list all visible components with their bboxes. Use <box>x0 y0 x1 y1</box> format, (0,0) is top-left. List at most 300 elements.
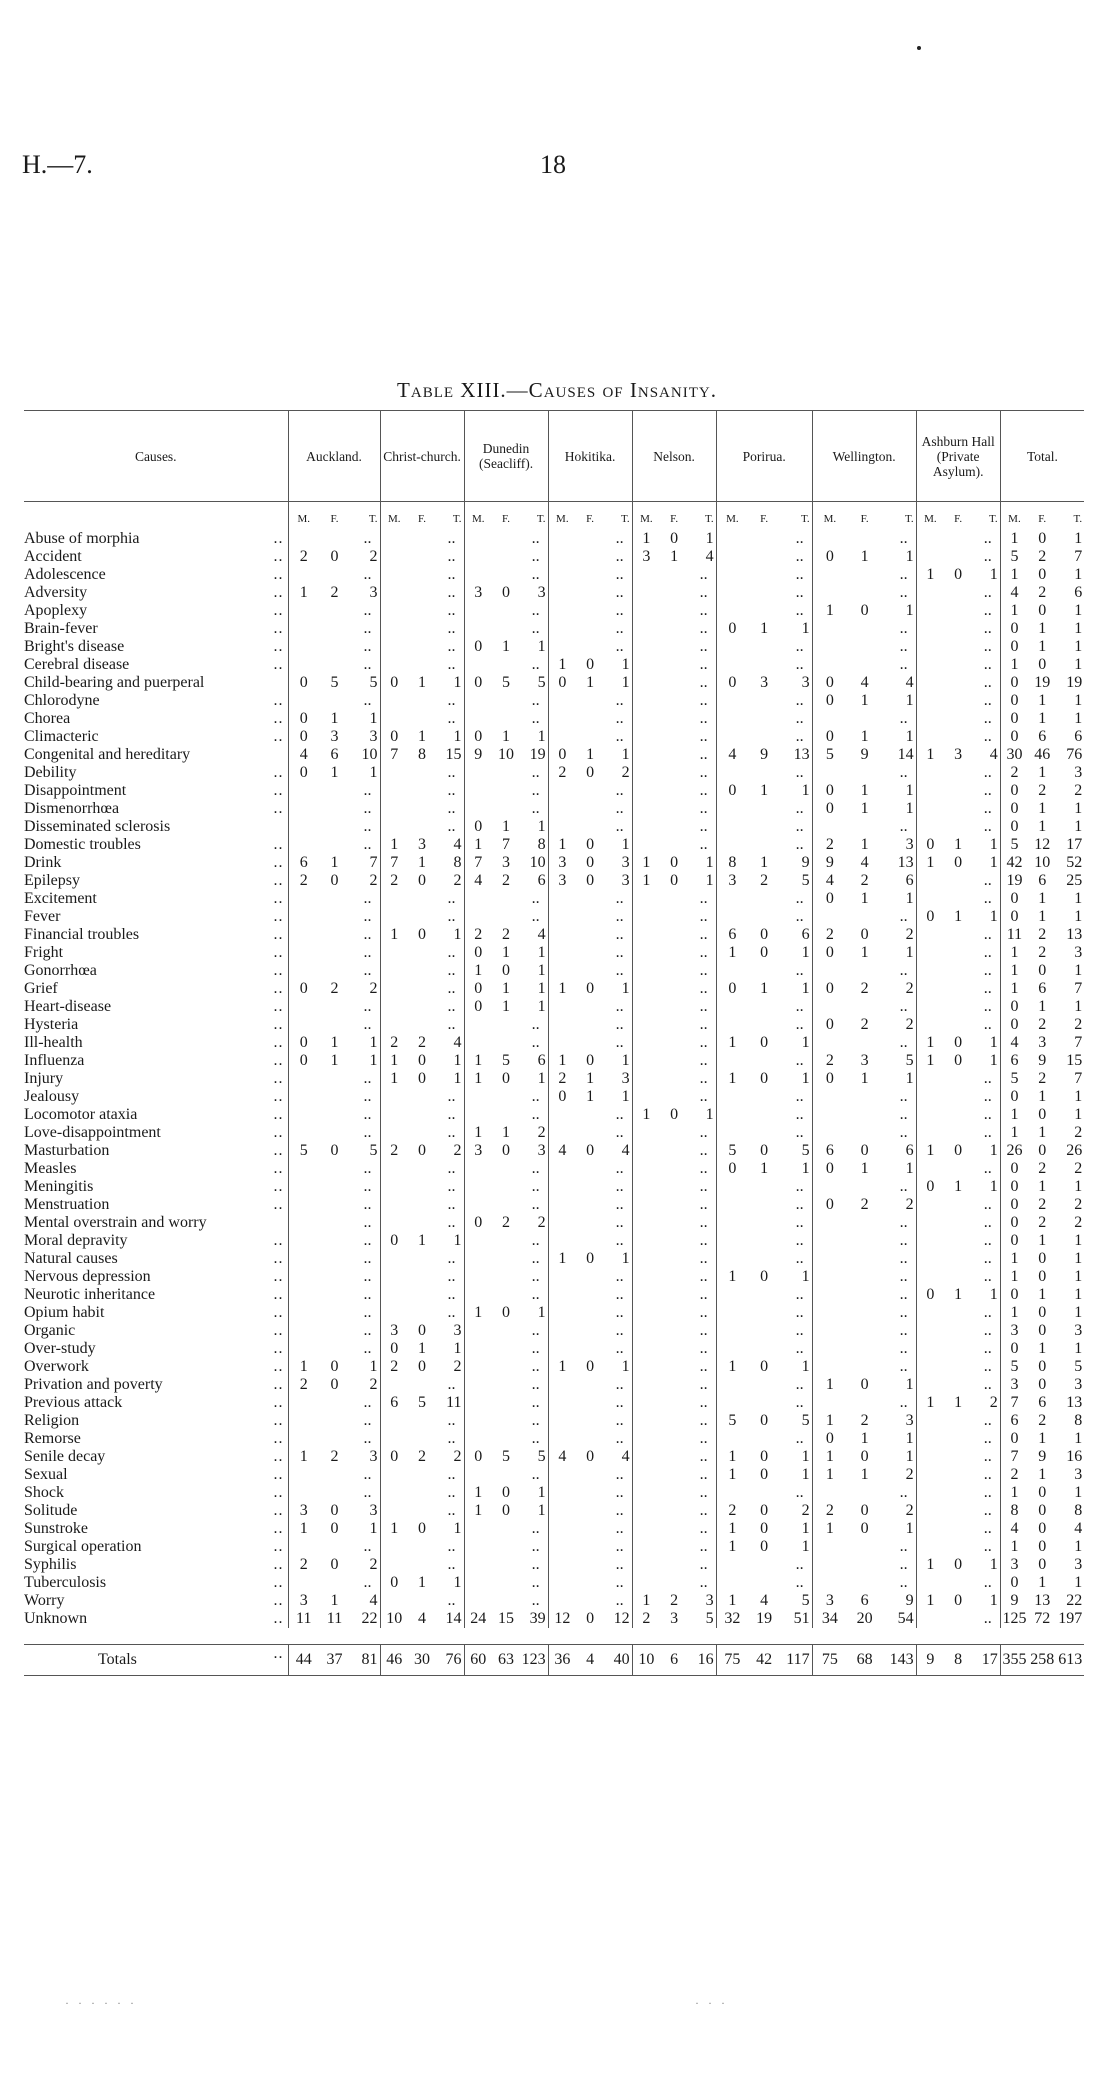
cause-label <box>24 674 288 692</box>
cause-label <box>24 602 288 620</box>
cell-male: 1 <box>916 1556 944 1574</box>
cause-label <box>24 1466 288 1484</box>
empty-cell-leader: .. <box>632 998 716 1016</box>
leader-dots: .. <box>273 1412 284 1429</box>
empty-cell-leader: .. <box>916 1304 1000 1322</box>
empty-cell-leader: .. <box>916 1106 1000 1124</box>
cell-female: 0 <box>502 1142 511 1159</box>
cell-female: 1 <box>1038 890 1047 907</box>
cell-male: 7 <box>1000 1394 1028 1412</box>
cell-total: 1 <box>801 1448 810 1465</box>
leader-dots: .. <box>273 656 284 673</box>
cell-total: 6 <box>1074 728 1083 745</box>
cell-total: 3 <box>1074 944 1083 961</box>
cell-total: 76 <box>1066 746 1083 763</box>
empty-cell-leader: .. <box>812 638 916 656</box>
cell-total: 5 <box>705 1610 714 1627</box>
cell-male: 6 <box>380 1394 408 1412</box>
cell-male: 30 <box>1000 746 1028 764</box>
cell-female: 3 <box>954 746 963 763</box>
empty-cell-leader: .. <box>632 674 716 692</box>
empty-cell-leader: .. <box>812 1304 916 1322</box>
cell-female: 5 <box>502 674 511 691</box>
cell-total: 6 <box>537 872 546 889</box>
leader-dots: .. <box>273 1502 284 1519</box>
cell-male: 0 <box>288 764 319 782</box>
leader-dots: .. <box>273 602 284 619</box>
cause-label <box>24 1340 288 1358</box>
leader-dots: .. <box>273 530 284 547</box>
cell-female: 1 <box>860 1466 869 1483</box>
cell-female: 2 <box>1038 548 1047 565</box>
cell-female: 0 <box>760 1034 769 1051</box>
empty-cell-leader: .. <box>632 1286 716 1304</box>
leader-dots: .. <box>273 620 284 637</box>
empty-cell-leader: .. <box>916 1502 1000 1520</box>
empty-cell-leader: .. <box>288 1466 380 1484</box>
cause-text: Jealousy <box>24 1088 80 1105</box>
cell-male: 0 <box>812 782 847 800</box>
cause-text: Chorea <box>24 710 71 727</box>
cell-female: 0 <box>1038 1358 1047 1375</box>
cell-male: 0 <box>812 692 847 710</box>
cell-female: 2 <box>860 980 869 997</box>
empty-cell-leader: .. <box>548 944 632 962</box>
cell-male: 1 <box>916 1394 944 1412</box>
empty-cell-leader: .. <box>548 692 632 710</box>
cause-text: Tuberculosis <box>24 1574 107 1591</box>
empty-cell-leader: .. <box>288 1214 380 1232</box>
cause-label <box>24 548 288 566</box>
subheader-t: T. <box>1073 513 1083 525</box>
empty-cell-leader: .. <box>464 1196 548 1214</box>
cell-female: 1 <box>670 548 679 565</box>
cell-total: 1 <box>1074 1430 1083 1447</box>
cause-text: Dismenorrhœa <box>24 800 120 817</box>
table-row <box>24 1340 1084 1358</box>
cell-female: 1 <box>586 674 595 691</box>
cell-female: 0 <box>586 1142 595 1159</box>
empty-cell-leader: .. <box>916 800 1000 818</box>
cell-female: 1 <box>1038 710 1047 727</box>
leader-dots: .. <box>273 1124 284 1141</box>
table-row <box>24 1412 1084 1430</box>
cause-label <box>24 836 288 854</box>
cell-female: 0 <box>954 566 963 583</box>
empty-cell-leader: .. <box>716 1232 812 1250</box>
cell-total: 1 <box>1074 998 1083 1015</box>
cell-male: 0 <box>464 1214 492 1232</box>
leader-dots: .. <box>273 1484 284 1501</box>
cell-total: 3 <box>369 584 378 601</box>
cell-female: 1 <box>502 818 511 835</box>
empty-cell-leader: .. <box>632 656 716 674</box>
empty-cell-leader: .. <box>916 1160 1000 1178</box>
cell-male: 7 <box>380 746 408 764</box>
cell-female: 1 <box>860 692 869 709</box>
empty-cell-leader: .. <box>548 1196 632 1214</box>
cell-male: 1 <box>812 1466 847 1484</box>
cell-male: 1 <box>1000 1124 1028 1142</box>
cell-total: 1 <box>989 854 998 871</box>
leader-dots: .. <box>273 1016 284 1033</box>
cell-male: 3 <box>380 1322 408 1340</box>
cell-female: 0 <box>1038 602 1047 619</box>
cell-female: 1 <box>502 1124 511 1141</box>
empty-cell-leader: .. <box>716 1196 812 1214</box>
cell-male: 0 <box>916 1286 944 1304</box>
cell-total: 13 <box>1066 926 1083 943</box>
cell-female: 1 <box>502 944 511 961</box>
cause-label <box>24 872 288 890</box>
cell-female: 0 <box>860 1142 869 1159</box>
empty-cell-leader: .. <box>916 1412 1000 1430</box>
cell-total: 3 <box>705 1592 714 1609</box>
cell-male: 2 <box>812 1502 847 1520</box>
cell-total: 39 <box>529 1610 546 1627</box>
cause-text: Ill-health <box>24 1034 83 1051</box>
empty-cell-leader: .. <box>716 818 812 836</box>
empty-cell-leader: .. <box>288 1574 380 1592</box>
cause-text: Gonorrhœa <box>24 962 97 979</box>
empty-cell-leader: .. <box>632 620 716 638</box>
cell-male: 0 <box>380 1574 408 1592</box>
cell-female: 0 <box>418 1322 427 1339</box>
cell-male: 0 <box>812 1160 847 1178</box>
empty-cell-leader: .. <box>464 1232 548 1250</box>
faint-dots-right: · · · <box>695 1996 728 2010</box>
cell-male: 4 <box>812 872 847 890</box>
empty-cell-leader: .. <box>916 890 1000 908</box>
table-row <box>24 1394 1084 1412</box>
empty-cell-leader: .. <box>380 944 464 962</box>
empty-cell-leader: .. <box>632 1250 716 1268</box>
cause-label <box>24 890 288 908</box>
empty-cell-leader: .. <box>916 926 1000 944</box>
cell-total: 2 <box>801 1502 810 1519</box>
subheader-f: F. <box>760 513 769 525</box>
column-header-causes: Causes. <box>24 411 288 502</box>
empty-cell-leader: .. <box>716 890 812 908</box>
cell-total: 1 <box>989 1034 998 1051</box>
empty-cell-leader: .. <box>288 1394 380 1412</box>
cell-male: 1 <box>464 962 492 980</box>
empty-cell-leader: .. <box>288 782 380 800</box>
leader-dots: .. <box>273 1268 284 1285</box>
empty-cell-leader: .. <box>632 692 716 710</box>
empty-cell-leader: .. <box>288 1304 380 1322</box>
empty-cell-leader: .. <box>916 782 1000 800</box>
empty-cell-leader: .. <box>548 1394 632 1412</box>
empty-cell-leader: .. <box>548 602 632 620</box>
cell-male: 6 <box>1000 1412 1028 1430</box>
empty-cell-leader: .. <box>288 530 380 548</box>
empty-cell-leader: .. <box>916 1538 1000 1556</box>
leader-dots: .. <box>273 1196 284 1213</box>
empty-cell-leader: .. <box>380 566 464 584</box>
cell-male: 0 <box>1000 818 1028 836</box>
empty-cell-leader: .. <box>916 728 1000 746</box>
leader-dots: .. <box>273 872 284 889</box>
cell-total: 4 <box>621 1142 630 1159</box>
empty-cell-leader: .. <box>716 1286 812 1304</box>
column-header-group: Wellington. <box>812 411 916 502</box>
empty-cell-leader: .. <box>916 1070 1000 1088</box>
empty-cell-leader: .. <box>812 584 916 602</box>
cell-female: 42 <box>748 1645 780 1676</box>
table-row <box>24 692 1084 710</box>
cell-male: 0 <box>464 638 492 656</box>
cause-label <box>24 1322 288 1340</box>
empty-cell-leader: .. <box>632 1466 716 1484</box>
cell-total: 3 <box>1074 1466 1083 1483</box>
cell-male: 1 <box>1000 1484 1028 1502</box>
cell-male: 1 <box>288 1520 319 1538</box>
cell-male: 7 <box>1000 1448 1028 1466</box>
cell-male: 5 <box>1000 548 1028 566</box>
cell-female: 3 <box>670 1610 679 1627</box>
cell-total: 3 <box>369 1502 378 1519</box>
cell-total: 5 <box>369 1142 378 1159</box>
empty-cell-leader: .. <box>380 638 464 656</box>
empty-cell-leader: .. <box>812 1268 916 1286</box>
empty-cell-leader: .. <box>548 890 632 908</box>
empty-cell-leader: .. <box>632 1214 716 1232</box>
cell-female: 1 <box>1038 1124 1047 1141</box>
cell-female: 1 <box>330 764 339 781</box>
empty-cell-leader: .. <box>812 908 916 926</box>
empty-cell-leader: .. <box>464 1592 548 1610</box>
empty-cell-leader: .. <box>716 1322 812 1340</box>
empty-cell-leader: .. <box>548 638 632 656</box>
empty-cell-leader: .. <box>548 1538 632 1556</box>
cell-total: 1 <box>989 1286 998 1303</box>
faint-dots-left: · · · · · · <box>65 1996 137 2010</box>
cell-female: 0 <box>330 1502 339 1519</box>
cell-total: 1 <box>801 1466 810 1483</box>
cell-male: 9 <box>464 746 492 764</box>
subheader-t: T. <box>989 513 998 525</box>
cell-total: 40 <box>604 1645 632 1676</box>
cell-female: 0 <box>418 872 427 889</box>
cell-total: 1 <box>905 548 914 565</box>
leader-dots: .. <box>273 890 284 907</box>
empty-cell-leader: .. <box>288 1124 380 1142</box>
cell-female: 10 <box>1034 854 1051 871</box>
cell-total: 1 <box>905 890 914 907</box>
cause-label <box>24 584 288 602</box>
cause-label <box>24 1178 288 1196</box>
cause-label <box>24 1610 288 1628</box>
empty-cell-leader: .. <box>380 620 464 638</box>
empty-cell-leader: .. <box>548 1466 632 1484</box>
cell-female: 1 <box>1038 692 1047 709</box>
empty-cell-leader: .. <box>380 1124 464 1142</box>
cell-male: 36 <box>548 1645 576 1676</box>
cell-female: 1 <box>330 710 339 727</box>
cell-female: 1 <box>1038 998 1047 1015</box>
cell-male: 2 <box>288 1376 319 1394</box>
table-row <box>24 1484 1084 1502</box>
cell-female: 5 <box>502 1052 511 1069</box>
cell-male: 1 <box>1000 1106 1028 1124</box>
cell-female: 1 <box>860 728 869 745</box>
leader-dots: .. <box>273 1358 284 1375</box>
leader-dots: .. <box>273 1538 284 1555</box>
cell-male: 0 <box>288 980 319 998</box>
subheader-t: T. <box>801 513 810 525</box>
cell-male: 0 <box>1000 1196 1028 1214</box>
empty-cell-leader: .. <box>464 1160 548 1178</box>
cell-total: 3 <box>1074 764 1083 781</box>
cell-female: 5 <box>330 674 339 691</box>
cause-text: Heart-disease <box>24 998 112 1015</box>
cell-female: 0 <box>418 1142 427 1159</box>
empty-cell-leader: .. <box>812 1178 916 1196</box>
cause-label <box>24 692 288 710</box>
cause-label <box>24 1106 288 1124</box>
cell-male: 0 <box>464 728 492 746</box>
cause-text: Over-study <box>24 1340 96 1357</box>
empty-cell-leader: .. <box>288 1070 380 1088</box>
cell-total: 15 <box>1066 1052 1083 1069</box>
cell-female: 2 <box>502 1214 511 1231</box>
cell-male: 0 <box>548 674 576 692</box>
cell-female: 5 <box>418 1394 427 1411</box>
cell-total: 1 <box>705 1106 714 1123</box>
cause-label <box>24 1286 288 1304</box>
cell-total: 1 <box>801 1268 810 1285</box>
cell-female: 15 <box>498 1610 515 1627</box>
cell-total: 1 <box>1074 1178 1083 1195</box>
cell-total: 1 <box>905 602 914 619</box>
empty-cell-leader: .. <box>380 1538 464 1556</box>
cell-male: 1 <box>916 1142 944 1160</box>
empty-cell-leader: .. <box>716 1376 812 1394</box>
empty-cell-leader: .. <box>464 656 548 674</box>
cause-text: Worry <box>24 1592 65 1609</box>
cause-label <box>24 782 288 800</box>
cell-male: 2 <box>548 764 576 782</box>
cell-female: 72 <box>1034 1610 1051 1627</box>
cell-male: 1 <box>288 1358 319 1376</box>
cause-text: Domestic troubles <box>24 836 141 853</box>
cell-total: 1 <box>1074 908 1083 925</box>
empty-cell-leader: .. <box>916 872 1000 890</box>
cause-label <box>24 1574 288 1592</box>
table-row <box>24 980 1084 998</box>
cause-text: Hysteria <box>24 1016 79 1033</box>
table-row <box>24 1016 1084 1034</box>
cell-total: 1 <box>537 980 546 997</box>
table-row <box>24 1178 1084 1196</box>
empty-cell-leader: .. <box>464 1358 548 1376</box>
cell-total: 1 <box>989 1556 998 1573</box>
empty-cell-leader: .. <box>548 1178 632 1196</box>
empty-cell-leader: .. <box>716 1214 812 1232</box>
cell-female: 0 <box>418 1358 427 1375</box>
empty-cell-leader: .. <box>288 836 380 854</box>
empty-cell-leader: .. <box>380 584 464 602</box>
cell-male: 0 <box>380 1448 408 1466</box>
subheader-t: T. <box>704 513 714 525</box>
table-row <box>24 890 1084 908</box>
cell-male: 0 <box>288 1034 319 1052</box>
cell-male: 0 <box>812 1430 847 1448</box>
cause-label <box>24 746 288 764</box>
empty-cell-leader: .. <box>380 602 464 620</box>
empty-cell-leader: .. <box>548 1484 632 1502</box>
cell-female: 0 <box>1038 1502 1047 1519</box>
cell-total: 4 <box>621 1448 630 1465</box>
subheader-m: M. <box>716 502 748 531</box>
cell-female: 2 <box>1038 584 1047 601</box>
cell-female: 1 <box>760 980 769 997</box>
cell-male: 1 <box>716 1268 748 1286</box>
table-row <box>24 818 1084 836</box>
cell-female: 13 <box>1034 1592 1051 1609</box>
cell-total: 3 <box>1074 1556 1083 1573</box>
table-row <box>24 1322 1084 1340</box>
empty-cell-leader: .. <box>288 1088 380 1106</box>
cell-total: 1 <box>369 710 378 727</box>
table-row <box>24 1196 1084 1214</box>
empty-cell-leader: .. <box>632 1232 716 1250</box>
leader-dots: .. <box>273 1160 284 1177</box>
cell-female: 0 <box>954 1142 963 1159</box>
cause-label <box>24 818 288 836</box>
cell-male: 0 <box>288 674 319 692</box>
empty-cell-leader: .. <box>464 1376 548 1394</box>
cell-male: 1 <box>464 1304 492 1322</box>
empty-cell-leader: .. <box>632 1160 716 1178</box>
table-row <box>24 1088 1084 1106</box>
empty-cell-leader: .. <box>380 1106 464 1124</box>
cell-female: 0 <box>418 1070 427 1087</box>
cell-total: 1 <box>801 980 810 997</box>
cell-female: 0 <box>760 1070 769 1087</box>
cell-male: 0 <box>812 548 847 566</box>
cell-total: 1 <box>905 1448 914 1465</box>
leader-dots: .. <box>273 980 284 997</box>
empty-cell-leader: .. <box>632 1178 716 1196</box>
cell-male: 1 <box>380 1052 408 1070</box>
cell-male: 1 <box>632 1592 660 1610</box>
table-row <box>24 1034 1084 1052</box>
leader-dots: .. <box>273 854 284 871</box>
empty-cell-leader: .. <box>916 692 1000 710</box>
cell-male: 6 <box>812 1142 847 1160</box>
cell-male: 1 <box>1000 1268 1028 1286</box>
empty-cell-leader: .. <box>288 818 380 836</box>
cell-total: 8 <box>1074 1502 1083 1519</box>
cell-female: 0 <box>586 980 595 997</box>
cell-total: 81 <box>350 1645 380 1676</box>
cell-total: 2 <box>905 1196 914 1213</box>
table-row <box>24 1250 1084 1268</box>
cell-total: 2 <box>453 1358 462 1375</box>
empty-cell-leader: .. <box>716 998 812 1016</box>
cell-male: 1 <box>716 1448 748 1466</box>
empty-cell-leader: .. <box>464 1466 548 1484</box>
cell-total: 1 <box>621 1052 630 1069</box>
cell-female: 1 <box>954 908 963 925</box>
leader-dots: .. <box>273 1052 284 1069</box>
cell-total: 6 <box>801 926 810 943</box>
cell-total: 10 <box>361 746 378 763</box>
empty-cell-leader: .. <box>548 584 632 602</box>
cell-total: 1 <box>453 1232 462 1249</box>
